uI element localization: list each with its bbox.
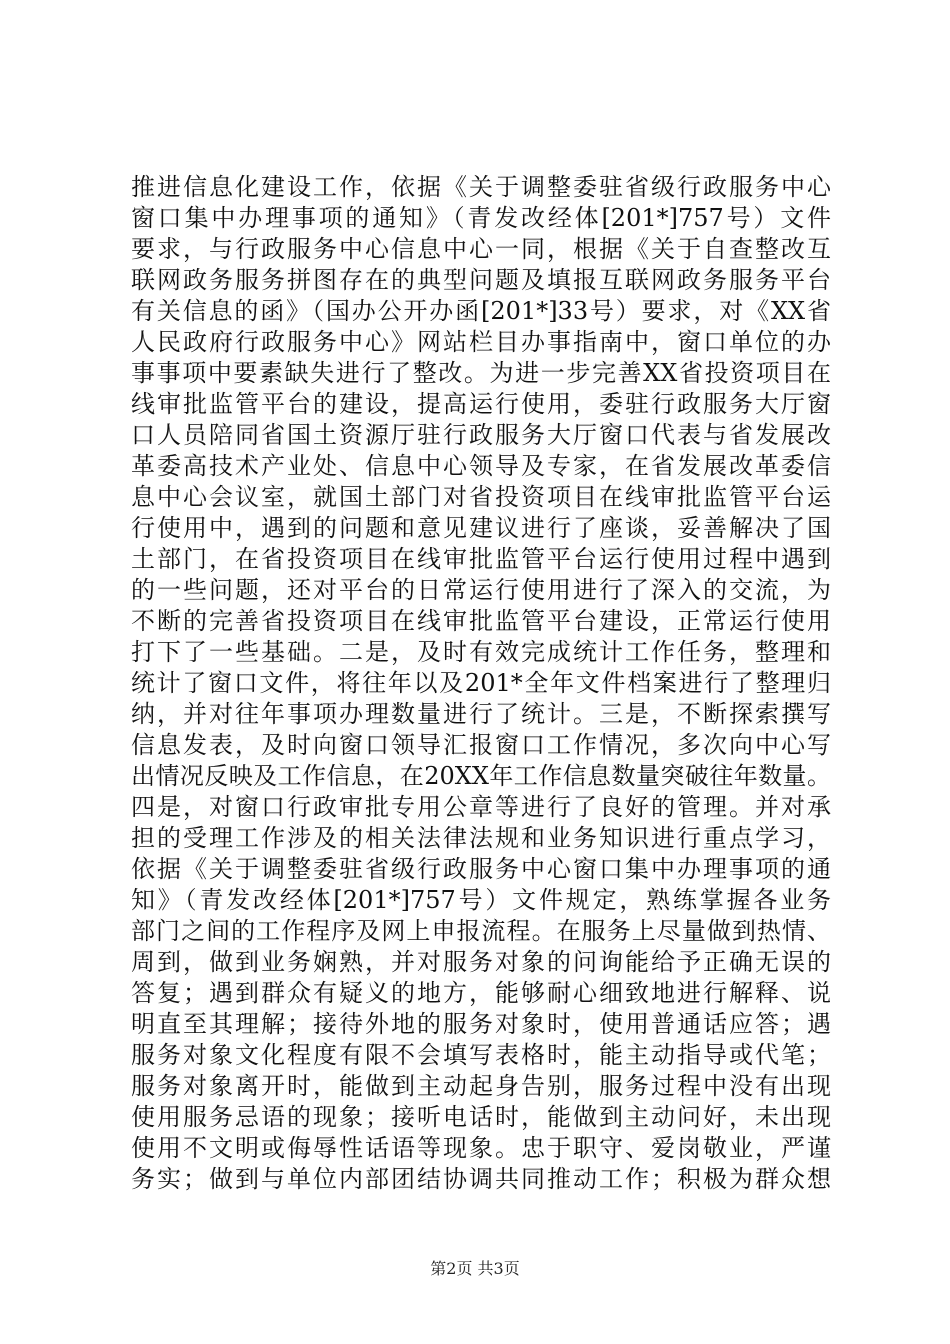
text-line: 口人员陪同省国土资源厅驻行政服务大厅窗口代表与省发展改	[131, 421, 831, 449]
text-line: 四是，对窗口行政审批专用公章等进行了良好的管理。并对承	[131, 793, 831, 821]
body-text	[131, 172, 831, 1195]
text-line: 答复；遇到群众有疑义的地方，能够耐心细致地进行解释、说	[131, 979, 831, 1007]
text-line: 行使用中，遇到的问题和意见建议进行了座谈，妥善解决了国	[131, 514, 831, 542]
text-line: 知》（青发改经体[201*]757号）文件规定，熟练掌握各业务	[131, 886, 831, 914]
text-line: 信息发表，及时向窗口领导汇报窗口工作情况，多次向中心写	[131, 731, 831, 759]
text-line: 务实；做到与单位内部团结协调共同推动工作；积极为群众想	[131, 1165, 831, 1193]
text-line: 要求，与行政服务中心信息中心一同，根据《关于自查整改互	[131, 235, 831, 263]
text-line: 推进信息化建设工作，依据《关于调整委驻省级行政服务中心	[131, 173, 831, 201]
text-line: 有关信息的函》（国办公开办函[201*]33号）要求，对《XX省	[131, 297, 831, 325]
text-line: 纳，并对往年事项办理数量进行了统计。三是，不断探索撰写	[131, 700, 831, 728]
text-line: 周到，做到业务娴熟，并对服务对象的问询能给予正确无误的	[131, 948, 831, 976]
text-line: 统计了窗口文件，将往年以及201*全年文件档案进行了整理归	[131, 669, 831, 697]
text-line: 线审批监管平台的建设，提高运行使用，委驻行政服务大厅窗	[131, 390, 831, 418]
text-line: 联网政务服务拼图存在的典型问题及填报互联网政务服务平台	[131, 266, 831, 294]
text-line: 人民政府行政服务中心》网站栏目办事指南中，窗口单位的办	[131, 328, 831, 356]
text-line: 打下了一些基础。二是，及时有效完成统计工作任务，整理和	[131, 638, 831, 666]
text-line: 使用服务忌语的现象；接听电话时，能做到主动问好，未出现	[131, 1103, 831, 1131]
text-line: 革委高技术产业处、信息中心领导及专家，在省发展改革委信	[131, 452, 831, 480]
text-line: 服务对象文化程度有限不会填写表格时，能主动指导或代笔；	[131, 1041, 831, 1069]
text-line: 不断的完善省投资项目在线审批监管平台建设，正常运行使用	[131, 607, 831, 635]
text-line: 出情况反映及工作信息，在20XX年工作信息数量突破往年数量。	[131, 762, 831, 790]
page-footer: 第2页 共3页	[430, 1259, 520, 1278]
text-line: 使用不文明或侮辱性话语等现象。忠于职守、爱岗敬业，严谨	[131, 1134, 831, 1162]
text-line: 的一些问题，还对平台的日常运行使用进行了深入的交流，为	[131, 576, 831, 604]
text-line: 事事项中要素缺失进行了整改。为进一步完善XX省投资项目在	[131, 359, 831, 387]
text-line: 明直至其理解；接待外地的服务对象时，使用普通话应答；遇	[131, 1010, 831, 1038]
text-line: 依据《关于调整委驻省级行政服务中心窗口集中办理事项的通	[131, 855, 831, 883]
text-line: 服务对象离开时，能做到主动起身告别，服务过程中没有出现	[131, 1072, 831, 1100]
text-line: 土部门，在省投资项目在线审批监管平台运行使用过程中遇到	[131, 545, 831, 573]
text-line: 息中心会议室，就国土部门对省投资项目在线审批监管平台运	[131, 483, 831, 511]
text-line: 担的受理工作涉及的相关法律法规和业务知识进行重点学习，	[131, 824, 831, 852]
text-line: 部门之间的工作程序及网上申报流程。在服务上尽量做到热情、	[131, 917, 831, 945]
text-line: 窗口集中办理事项的通知》（青发改经体[201*]757号）文件	[131, 204, 831, 232]
